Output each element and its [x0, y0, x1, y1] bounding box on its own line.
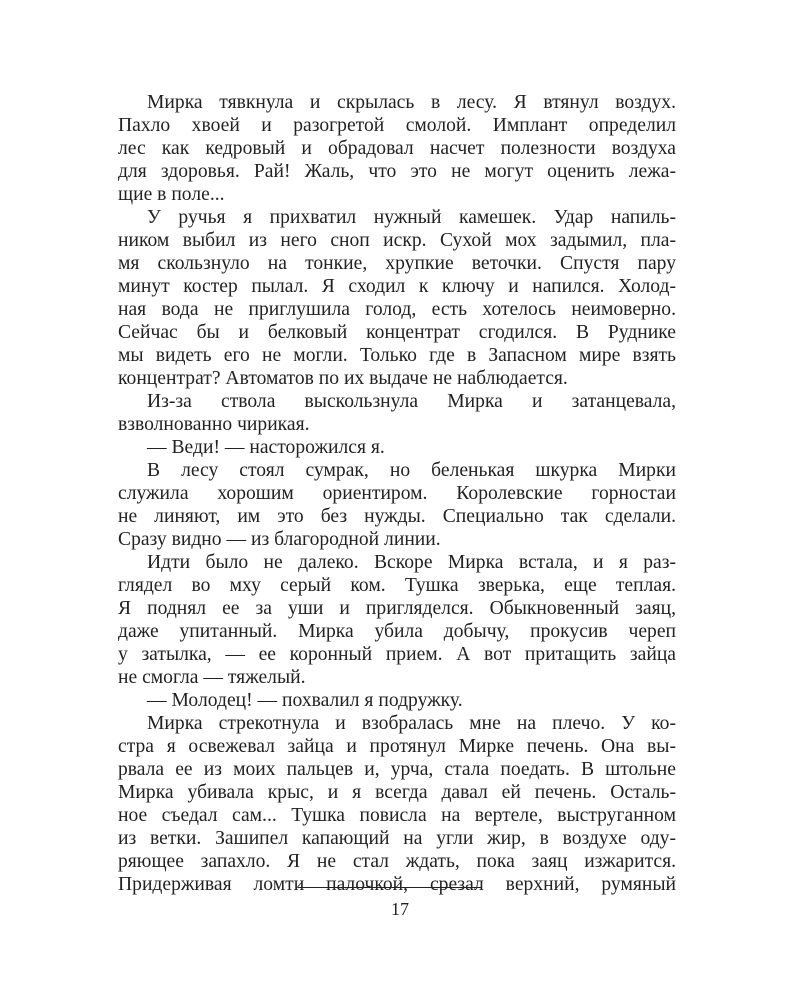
text-line: лес как кедровый и обрадовал насчет полезности воздуха	[118, 138, 676, 159]
text-line: у затылка, — ее коронный прием. А вот притащить зайца	[118, 644, 676, 665]
text-line: даже упитанный. Мирка убила добычу, прокусив череп	[118, 621, 676, 642]
text-line: Мирка убивала крыс, и я всегда давал ей печень. Осталь-	[118, 782, 676, 803]
text-line: Мирка стрекотнула и взобралась мне на плечо. У ко-	[147, 713, 676, 734]
text-line: ряющее запахло. Я не стал ждать, пока заяц изжарится.	[118, 851, 676, 872]
text-line: Сейчас бы и белковый концентрат сгодился. В Руднике	[118, 322, 676, 343]
text-line: — Веди! — насторожился я.	[147, 437, 385, 458]
text-line: минут костер пылал. Я сходил к ключу и напился. Холод-	[118, 276, 676, 297]
text-line: — Молодец! — похвалил я подружку.	[147, 690, 463, 711]
text-line: ное съедал сам... Тушка повисла на вертеле, выструганном	[118, 805, 676, 826]
text-line: щие в поле...	[118, 184, 225, 205]
text-line: для здоровья. Рай! Жаль, что это не могут оценить лежа-	[118, 161, 676, 182]
text-line: У ручья я прихватил нужный камешек. Удар напиль-	[147, 207, 676, 228]
text-line: не смогла — тяжелый.	[118, 667, 306, 688]
text-line: взволнованно чирикая.	[118, 414, 310, 435]
text-line: ная вода не приглушила голод, есть хотелось неимоверно.	[118, 299, 676, 320]
text-line: концентрат? Автоматов по их выдаче не наблюдается.	[118, 368, 568, 389]
text-line: рвала ее из моих пальцев и, урча, стала поедать. В штольне	[118, 759, 676, 780]
text-line: Идти было не далеко. Вскоре Мирка встала, и я раз-	[147, 552, 676, 573]
body-text	[118, 91, 676, 896]
text-line: В лесу стоял сумрак, но беленькая шкурка Мирки	[147, 460, 676, 481]
text-line: Мирка тявкнула и скрылась в лесу. Я втянул воздух.	[147, 92, 676, 113]
text-line: из ветки. Зашипел капающий на угли жир, в воздухе оду-	[118, 828, 676, 849]
text-line: ником выбил из него сноп искр. Сухой мох задымил, пла-	[118, 230, 676, 251]
page-number: 17	[391, 899, 409, 919]
text-line: не линяют, им это без нужды. Специально так сделали.	[118, 506, 676, 527]
text-line: стра я освежевал зайца и протянул Мирке печень. Она вы-	[118, 736, 676, 757]
text-line: Из-за ствола выскользнула Мирка и затанцевала,	[147, 391, 676, 412]
text-line: Придерживая ломти палочкой, срезал верхний, румяный	[118, 874, 676, 895]
text-line: Сразу видно — из благородной линии.	[118, 529, 441, 550]
text-line: Пахло хвоей и разогретой смолой. Имплант определил	[118, 115, 676, 136]
text-line: служила хорошим ориентиром. Королевские горностаи	[118, 483, 676, 504]
text-line: мы видеть его не могли. Только где в Запасном мире взять	[118, 345, 676, 366]
footer-rule	[298, 887, 482, 888]
text-line: мя скользнуло на тонкие, хрупкие веточки. Спустя пару	[118, 253, 676, 274]
text-line: Я поднял ее за уши и пригляделся. Обыкновенный заяц,	[118, 598, 676, 619]
text-line: глядел во мху серый ком. Тушка зверька, еще теплая.	[118, 575, 676, 596]
